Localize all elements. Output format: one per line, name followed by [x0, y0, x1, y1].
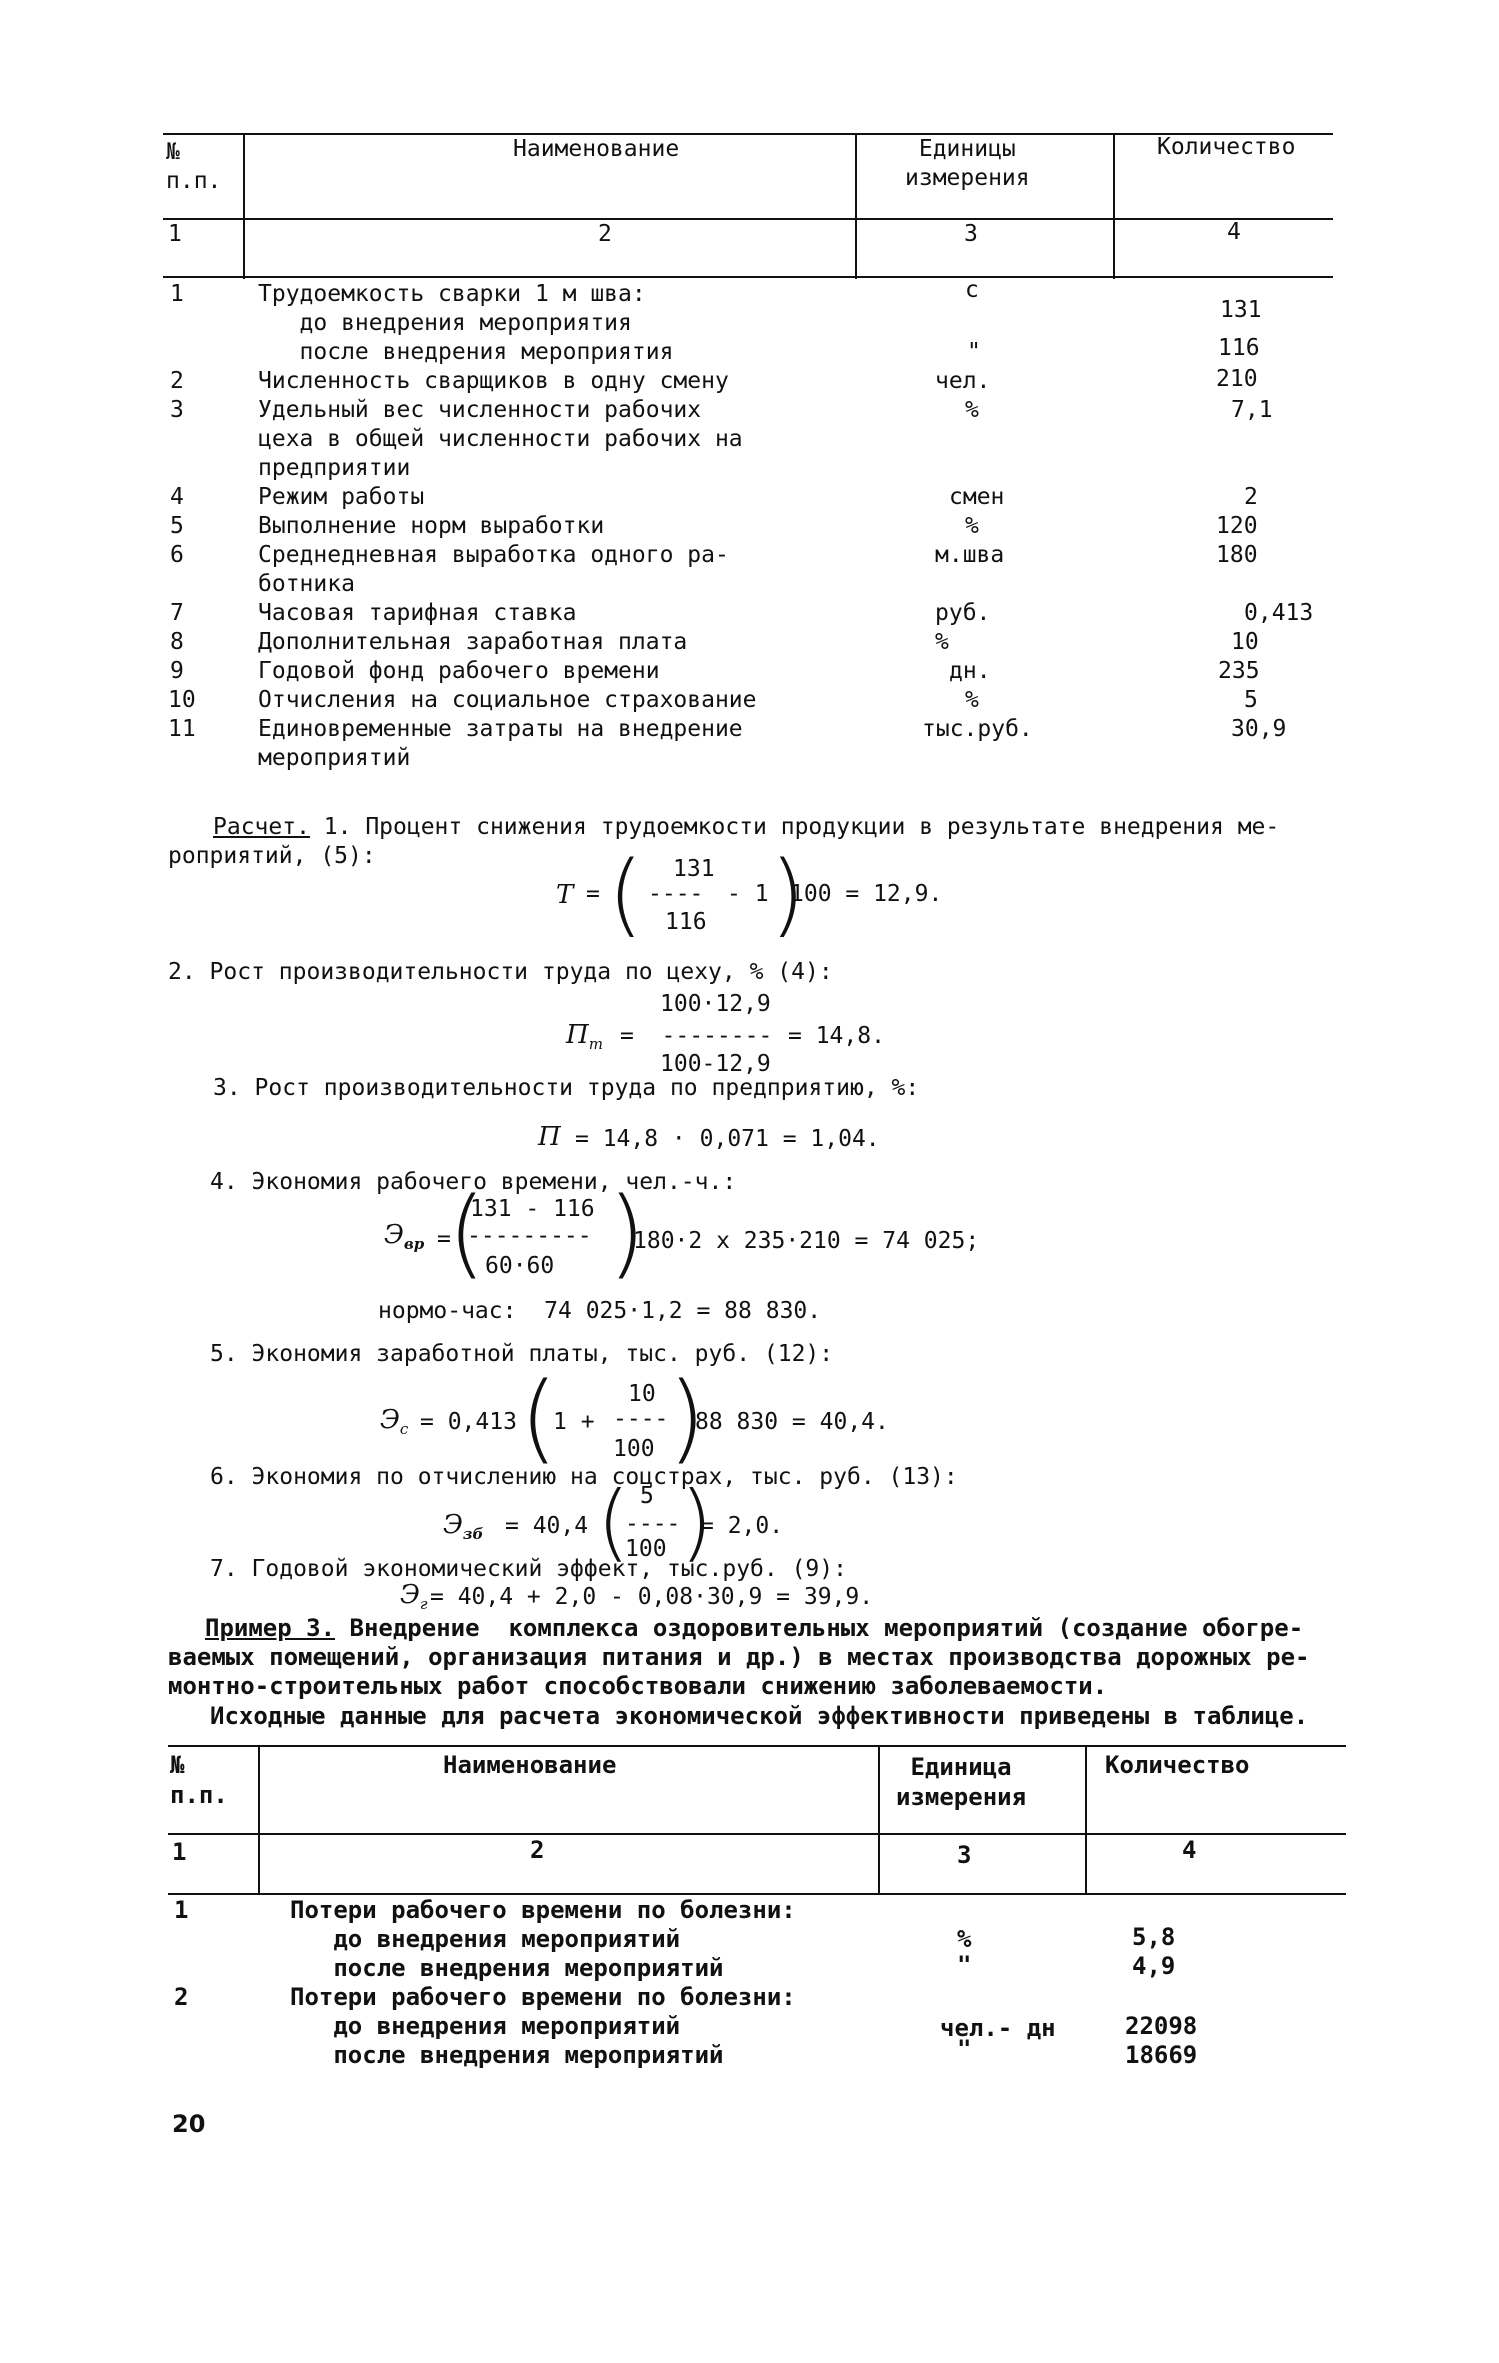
table-1-colnum: 1	[168, 221, 182, 247]
table-2-header-qty: Количество	[1105, 1751, 1250, 1779]
fraction-numerator: 131 - 116	[470, 1196, 595, 1222]
example-3-label: Пример 3.	[205, 1614, 336, 1642]
fraction-bar: ----	[625, 1511, 681, 1537]
calc-intro: Расчет. 1. Процент снижения трудоемкости продукции в результате внедрения ме-	[213, 814, 1280, 840]
right-paren: )	[668, 1362, 706, 1474]
fraction-denominator: 100-12,9	[660, 1051, 771, 1077]
table-1-header-qty: Количество	[1157, 134, 1296, 160]
table-1-colnum: 2	[598, 221, 612, 247]
table-1-colnum: 4	[1227, 219, 1241, 245]
left-paren: (	[608, 842, 644, 947]
example-3-line-4: Исходные данные для расчета экономической эффективности приведены в таблице.	[210, 1702, 1309, 1730]
left-paren: (	[597, 1473, 630, 1571]
example-3-line-3: монтно-строительных работ способствовали снижению заболеваемости.	[168, 1672, 1108, 1700]
left-paren: (	[520, 1362, 558, 1474]
calc-intro-2: роприятий, (5):	[168, 843, 376, 869]
step-6: 6. Экономия по отчислению на соцстрах, тыс. руб. (13):	[210, 1464, 958, 1490]
table-2-colnum: 4	[1182, 1836, 1197, 1864]
step-5: 5. Экономия заработной платы, тыс. руб. (12):	[210, 1341, 834, 1367]
fraction-denominator: 100	[625, 1536, 667, 1562]
table-2-colnum: 3	[957, 1841, 972, 1869]
table-1-header-name: Наименование	[513, 136, 680, 162]
fraction-denominator: 116	[665, 909, 707, 935]
formula-4b: нормо-час: 74 025·1,2 = 88 830.	[378, 1298, 822, 1324]
step-4: 4. Экономия рабочего времени, чел.-ч.:	[210, 1169, 737, 1195]
right-paren: )	[608, 1177, 646, 1289]
page-number: 20	[172, 2110, 206, 2138]
example-3-line-2: ваемых помещений, организация питания и др.) в местах производства дорожных ре-	[168, 1643, 1310, 1671]
fraction-bar: ----	[613, 1406, 669, 1432]
table-1-colnum: 3	[964, 221, 978, 247]
right-paren: )	[770, 842, 806, 947]
table-2-header-name: Наименование	[443, 1751, 617, 1779]
step-2: 2. Рост производительности труда по цеху, % (4):	[168, 959, 833, 985]
fraction-numerator: 100·12,9	[660, 991, 771, 1017]
fraction-numerator: 131	[673, 856, 715, 882]
fraction-denominator: 100	[613, 1436, 655, 1462]
fraction-bar: = --------	[620, 1023, 773, 1049]
table-2-header-unit: Единица измерения	[896, 1753, 1027, 1811]
calc-label: Расчет.	[213, 814, 310, 840]
fraction-denominator: 60·60	[485, 1253, 555, 1279]
fraction-bar: ----	[648, 881, 704, 907]
step-3: 3. Рост производительности труда по предприятию, %:	[213, 1075, 920, 1101]
example-3-line-1: Пример 3. Внедрение комплекса оздоровительных мероприятий (создание обогре-	[205, 1614, 1304, 1642]
fraction-numerator: 5	[640, 1483, 654, 1509]
table-2-colnum: 2	[530, 1836, 545, 1864]
right-paren: )	[680, 1473, 713, 1571]
step-7: 7. Годовой экономический эффект, тыс.руб. (9):	[210, 1556, 847, 1582]
fraction-bar: ---------	[467, 1223, 592, 1249]
left-paren: (	[448, 1177, 486, 1289]
table-2-header-num: № п.п.	[170, 1751, 228, 1809]
fraction-numerator: 10	[628, 1381, 656, 1407]
table-2-colnum: 1	[172, 1838, 187, 1866]
table-1-header-unit: Единицы измерения	[905, 136, 1030, 191]
table-1-header-num: № п.п.	[166, 139, 222, 194]
